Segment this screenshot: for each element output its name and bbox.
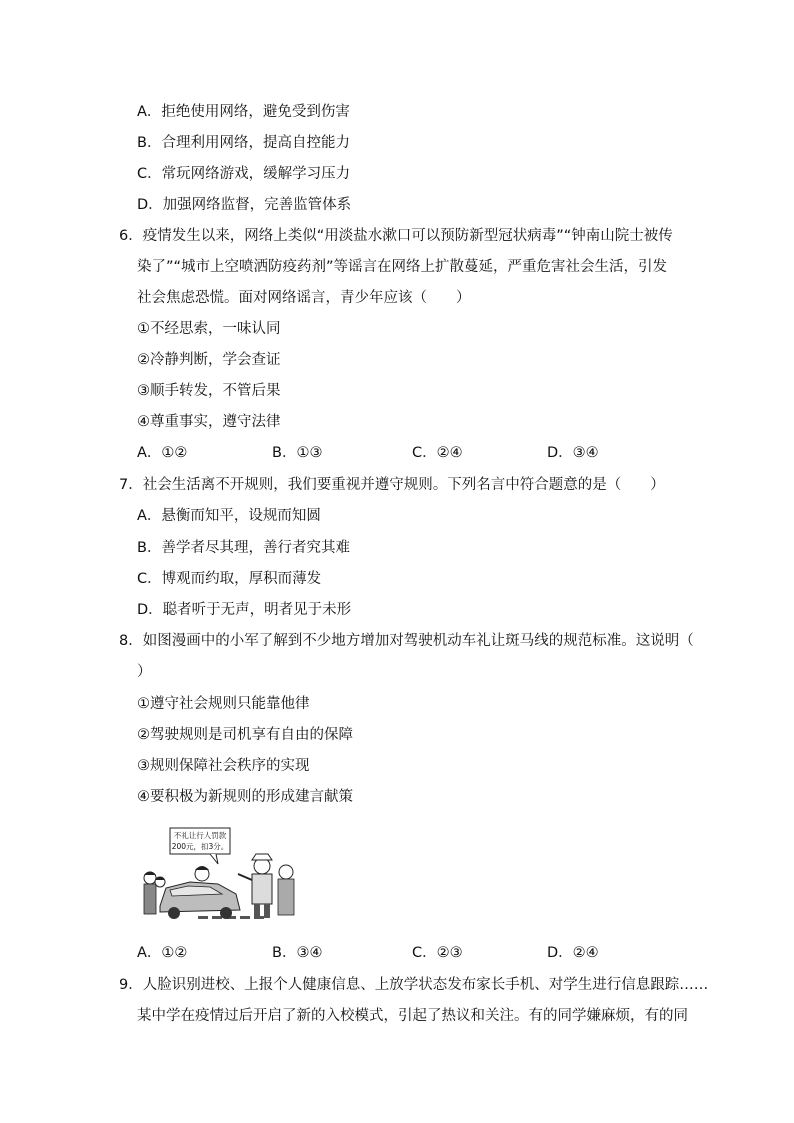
- q8-choice-c: C．②③: [412, 945, 463, 961]
- q5-option-b: B．合理利用网络，提高自控能力: [137, 135, 350, 151]
- q5-option-d: D．加强网络监督，完善监管体系: [137, 197, 352, 213]
- q9-stem-line-1: 9．人脸识别进校、上报个人健康信息、上放学状态发布家长手机、对学生进行信息跟踪……: [119, 977, 709, 993]
- q7-option-c: C．博观而约取，厚积而薄发: [137, 571, 322, 587]
- q5-option-a: A．拒绝使用网络，避免受到伤害: [137, 104, 350, 120]
- q8-item-3: ③规则保障社会秩序的实现: [137, 758, 310, 774]
- q8-item-1: ①遵守社会规则只能靠他律: [137, 696, 310, 712]
- q6-item-1: ①不经思索，一味认同: [137, 321, 281, 337]
- q8-item-2: ②驾驶规则是司机享有自由的保障: [137, 727, 353, 743]
- q6-item-4: ④尊重事实，遵守法律: [137, 414, 281, 430]
- q6-choice-b: B．①③: [272, 445, 323, 461]
- q7-option-d: D．聪者听于无声，明者见于未形: [137, 602, 352, 618]
- cartoon-speech-line-1: 不礼让行人罚款: [173, 831, 227, 840]
- q8-item-4: ④要积极为新规则的形成建言献策: [137, 789, 353, 805]
- q6-stem-line-2: 染了”“城市上空喷洒防疫药剂”等谣言在网络上扩散蔓延，严重危害社会生活，引发: [137, 259, 668, 275]
- q6-item-3: ③顺手转发，不管后果: [137, 383, 281, 399]
- q5-option-c: C．常玩网络游戏，缓解学习压力: [137, 166, 351, 182]
- q9-stem-line-2: 某中学在疫情过后开启了新的入校模式，引起了热议和关注。有的同学嫌麻烦，有的同: [137, 1008, 688, 1024]
- q6-stem-line-1: 6．疫情发生以来，网络上类似“用淡盐水漱口可以预防新型冠状病毒”“钟南山院士被传: [119, 228, 673, 244]
- q7-option-a: A．悬衡而知平，设规而知圆: [137, 508, 321, 524]
- traffic-cartoon: [140, 826, 305, 926]
- q8-choice-b: B．③④: [272, 945, 323, 961]
- q6-choice-c: C．②④: [412, 445, 463, 461]
- q8-stem-line-2: ）: [137, 664, 152, 680]
- q8-stem-line-1: 8．如图漫画中的小军了解到不少地方增加对驾驶机动车礼让斑马线的规范标准。这说明（: [119, 633, 694, 649]
- q6-item-2: ②冷静判断，学会查证: [137, 352, 281, 368]
- q6-choice-d: D．③④: [547, 445, 599, 461]
- q8-choice-a: A．①②: [137, 945, 188, 961]
- q7-option-b: B．善学者尽其理，善行者究其难: [137, 540, 350, 556]
- q8-choice-d: D．②④: [547, 945, 599, 961]
- cartoon-speech-line-2: 200元，扣3分。: [171, 842, 229, 851]
- q7-stem: 7．社会生活离不开规则，我们要重视并遵守规则。下列名言中符合题意的是（ ）: [119, 477, 665, 493]
- q6-choice-a: A．①②: [137, 445, 188, 461]
- q6-stem-line-3: 社会焦虑恐慌。面对网络谣言，青少年应该（ ）: [137, 290, 471, 306]
